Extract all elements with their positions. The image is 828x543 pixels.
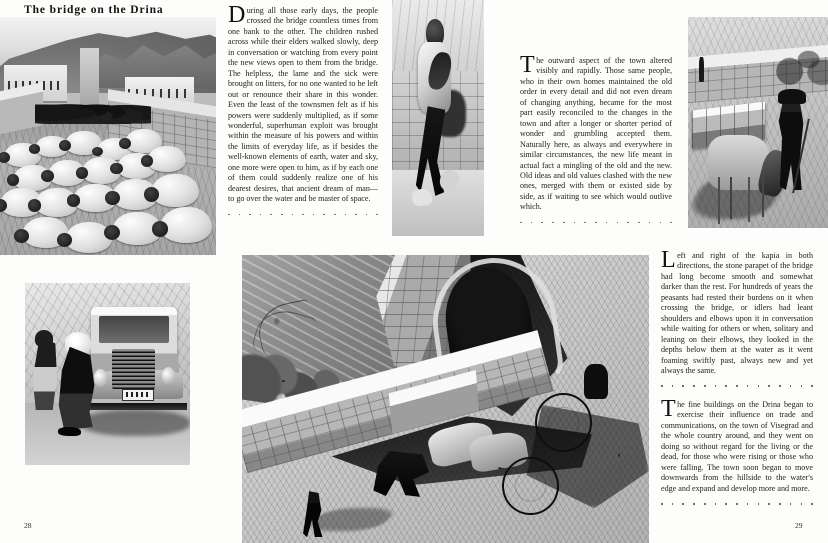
text-column-3 (661, 247, 813, 387)
running-head: The bridge on the Drina (24, 4, 164, 16)
dropcap-4: T (661, 396, 676, 422)
ornament-rule-2 (520, 222, 672, 224)
text-column-1 (228, 2, 378, 215)
page-number-right: 29 (795, 521, 803, 530)
paragraph-1-body: uring all those early days, the people crossed the bridge countless times from one bank to the other. The children rushed across while their elders walked slowly, deep in conversation or watching from every point the new views open to them from the bridge. The helpless, the lame and the sick were brought on litters, for no one wanted to be left out or renounce their share in this wonder. Even the least of the townsmen felt as if his powers were suddenly multiplied, as if some wonderful, superhuman exploit was brought within the measure of his powers and within the limits of everyday life, as if besides the well-known elements of earth, water and sky, one more were open to him, as if by each one of them could suddenly realize one of his dearest desires, that ancient dream of man—to go over the water and be master of space. (228, 6, 378, 204)
ornament-rule-1 (228, 214, 378, 216)
photo-man-with-pack-animal (688, 17, 828, 228)
page-number-left: 28 (24, 521, 32, 530)
paragraph-2-body: he outward aspect of the town altered visibly and rapidly. Those same people, who in their own homes maintained the old order in every detail and did not even dream of changing anything, became for the most part easily reconciled to the changes in the town and after a longer or shorter period of wonder and grumbling accepted them. Naturally here, as always and everywhere in similar circumstances, the new life meant in actual fact a mingling of the old and the new. Old ideas and old values clashed with the new ones, merged with them or existed side by side, as if waiting to see which would outlive which. (520, 56, 672, 212)
photo-women-and-lorry (25, 283, 190, 465)
ornament-rule-4 (661, 503, 813, 505)
lorry-bumper (88, 403, 187, 410)
text-column-4 (661, 396, 813, 505)
photo-truck-content (25, 283, 190, 465)
man-hat (778, 89, 806, 104)
woman-1-shoe (58, 427, 81, 436)
sheep (160, 207, 212, 243)
lorry-windshield (99, 316, 168, 343)
cart-driver (584, 364, 608, 399)
paragraph-3 (661, 247, 813, 376)
paragraph-1 (228, 2, 378, 205)
paragraph-3-body: eft and right of the kapia in both directions, the stone parapet of the bridge had long become smooth and somewhat darker than the rest. For hundreds of years the peasants had rested their burdens on it when crossing the bridge, or idlers had leant shoulders and elbows upon it in conversation while waiting for others or when, solitary and leaning on their elbows, they looked in the depths below them at the water as it went foaming swiftly past, always new and yet always the same. (661, 251, 813, 375)
bare-tree (246, 295, 323, 381)
trees (772, 30, 828, 89)
ornament-rule-3 (661, 385, 813, 387)
cart-wheel-front (535, 393, 592, 452)
crowd-of-people (35, 96, 152, 125)
lorry-grille (112, 349, 155, 389)
photo-donkey-content (688, 17, 828, 228)
dropcap-1: D (228, 2, 246, 28)
lorry-headlamp-right (162, 367, 175, 385)
paragraph-2 (520, 52, 672, 213)
distant-figure (699, 57, 704, 82)
sheep (151, 174, 199, 207)
dropcap-2: T (520, 52, 535, 78)
lorry-number-plate (122, 389, 154, 402)
photo-cart-crossing-bridge (242, 255, 649, 543)
photo-boy-content (392, 0, 484, 236)
sheep (147, 146, 186, 172)
text-column-2 (520, 52, 672, 223)
photo-sheep-content (0, 17, 216, 255)
photo-boy-walking (392, 0, 484, 236)
photo-sheep-on-bridge (0, 17, 216, 255)
paragraph-4 (661, 396, 813, 494)
photo-bridge-content (242, 255, 649, 543)
pack-animal-legs (713, 177, 772, 223)
dropcap-3: L (661, 247, 676, 273)
lorry-shadow (81, 410, 190, 435)
paragraph-4-body: he fine buildings on the Drina began to exercise their influence on trade and communications, on the town of Visegrad and the whole country around, and they went on doing so without regard for the living or the dead, for those who were rising or those who were falling. The town soon began to move downwards from the hillside to the water's edge and expand and develop more and more. (661, 400, 813, 493)
